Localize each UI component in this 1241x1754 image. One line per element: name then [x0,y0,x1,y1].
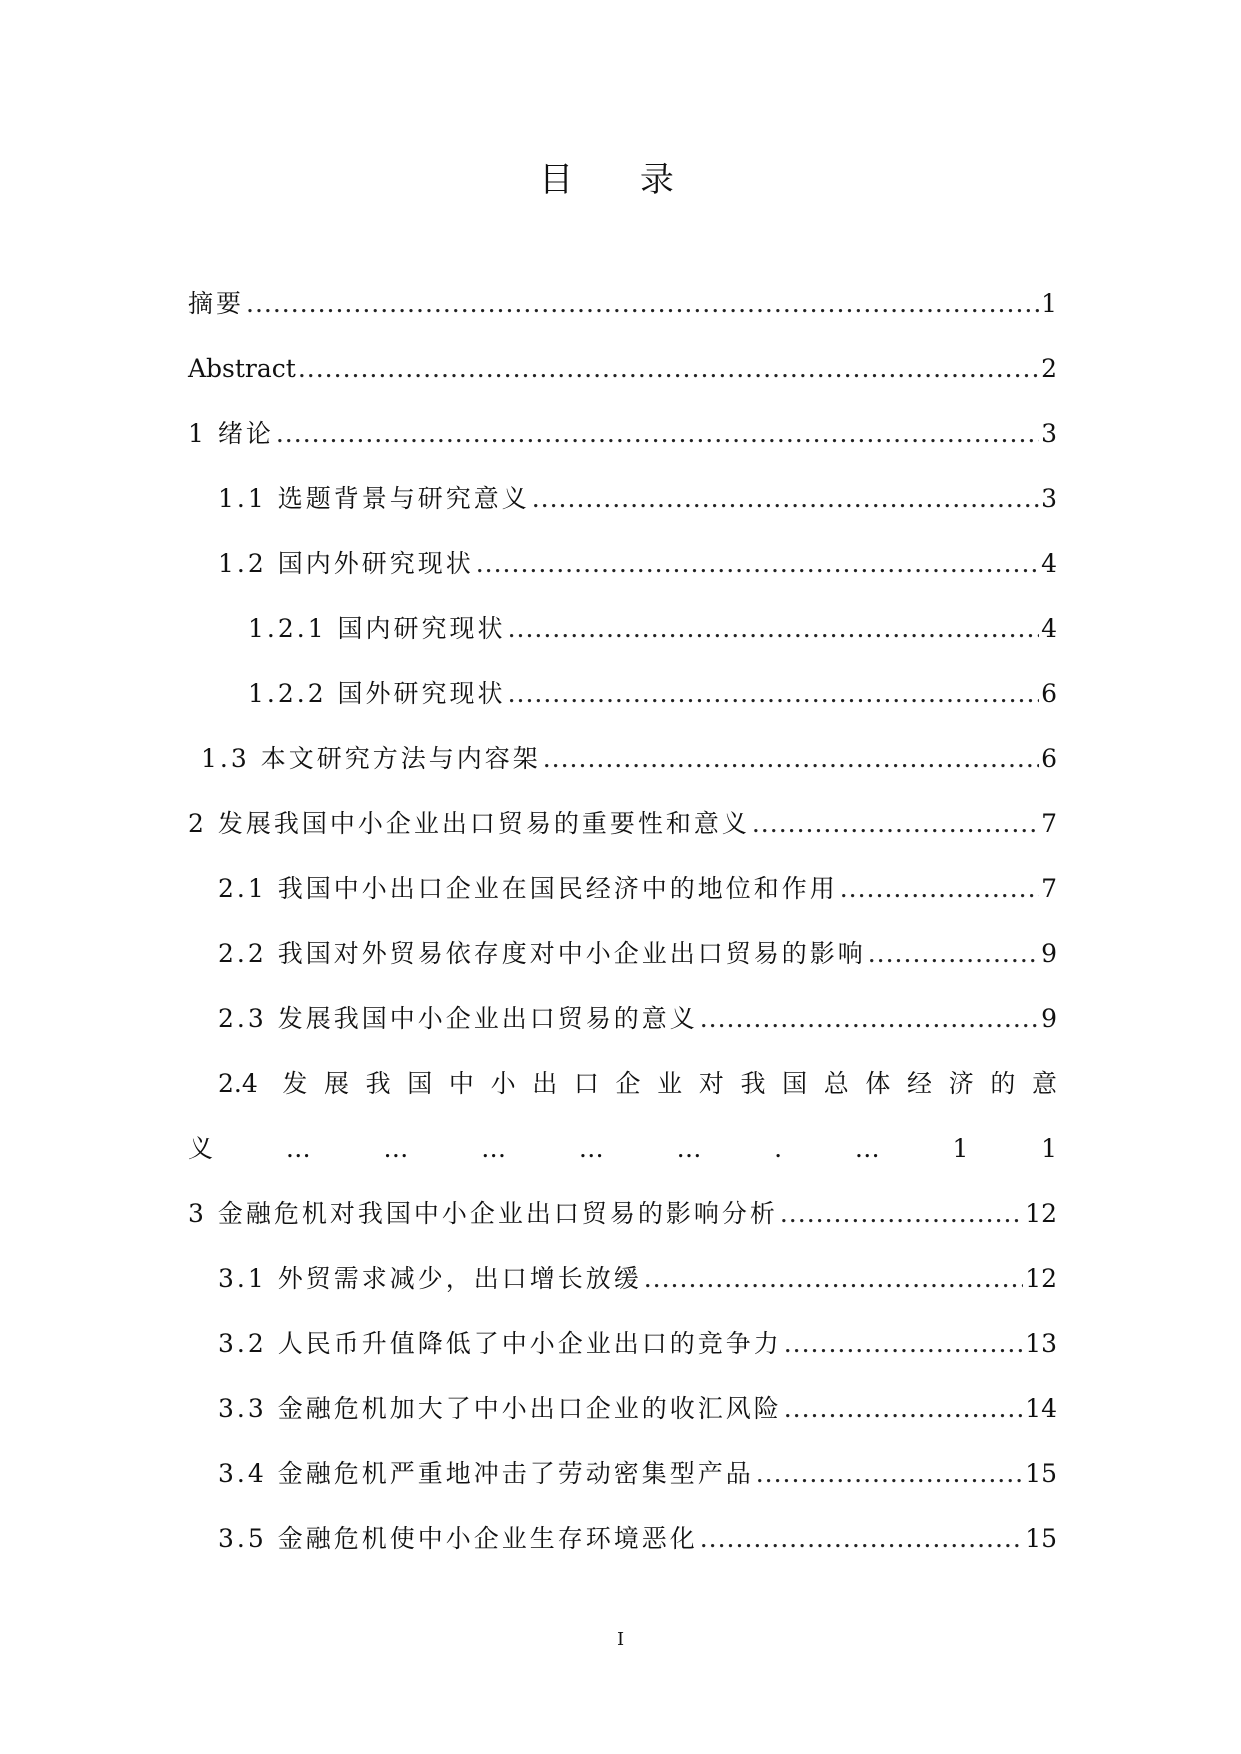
toc-entry-label: 2.1 我国中小出口企业在国民经济中的地位和作用 [218,874,838,903]
toc-entry-label: 3.3 金融危机加大了中小出口企业的收汇风险 [218,1394,782,1423]
dot-leader: … [285,1134,311,1163]
toc-entry-label: 1.2.1 国内研究现状 [248,614,506,643]
toc-entry-label: 1.2 国内外研究现状 [218,549,474,578]
toc-entry-section-1-2-2[interactable] [0,674,1241,739]
toc-entry-section-3-4[interactable] [0,1454,1241,1519]
toc-entry-label: 1.2.2 国外研究现状 [248,679,506,708]
toc-entry-continuation [0,1129,1057,1194]
toc-entry-section-3-5[interactable] [0,1519,1241,1584]
dot-leader [532,479,1039,519]
toc-entry-page: 13 [1025,1329,1057,1358]
toc-entry-page: 9 [1041,1004,1057,1033]
dot-leader [276,414,1039,454]
toc-entry-page: 15 [1025,1524,1057,1553]
toc-entry-page: 12 [1025,1264,1057,1293]
dot-leader: … [481,1134,507,1163]
toc-entry-section-2-2[interactable] [0,934,1241,999]
toc-entry-page: 7 [1041,809,1057,838]
toc-entry-label: Abstract [188,354,296,383]
toc-entry-abstract-en[interactable] [0,349,1241,414]
dot-leader: … [676,1134,702,1163]
dot-leader [840,869,1039,909]
toc-entry-section-1-3[interactable] [0,739,1241,804]
toc-entry-section-3-2[interactable] [0,1324,1241,1389]
toc-entry-section-3-1[interactable] [0,1259,1241,1324]
toc-entry-page-digit: 1 [1041,1134,1057,1163]
toc-entry-abstract-cn[interactable] [0,284,1241,349]
dot-leader [700,1519,1023,1559]
page-number: I [616,1629,625,1650]
toc-entry-label-end: 义 [188,1134,214,1163]
dot-leader: … [383,1134,409,1163]
dot-leader [543,739,1039,779]
toc-entry-label: 3 金融危机对我国中小企业出口贸易的影响分析 [188,1199,778,1228]
toc-entry-section-2-3[interactable] [0,999,1241,1064]
toc-entry-label: 1.3 本文研究方法与内容架 [201,744,541,773]
dot-leader [700,999,1039,1039]
dot-leader: … [854,1134,880,1163]
toc-entry-page: 4 [1041,614,1057,643]
toc-entry-label: 摘要 [188,289,245,318]
toc-entry-page: 6 [1041,679,1057,708]
toc-entry-label: 2.3 发展我国中小企业出口贸易的意义 [218,1004,698,1033]
dot-leader [476,544,1039,584]
dot-leader: . [774,1134,783,1163]
toc-entry-label: 1 绪论 [188,419,274,448]
toc-entry-section-3-3[interactable] [0,1389,1241,1454]
toc-entry-label: 2.4 发展我国中小出口企业对我国总体经济的意 [218,1069,1057,1098]
dot-leader [246,284,1039,324]
page-title: 目 录 [539,160,702,200]
dot-leader [298,349,1039,389]
toc-entry-page-digit: 1 [952,1134,969,1163]
dot-leader [784,1324,1023,1364]
dot-leader: … [578,1134,604,1163]
toc-entry-page: 7 [1041,874,1057,903]
dot-leader [784,1389,1023,1429]
dot-leader [644,1259,1023,1299]
dot-leader [508,674,1040,714]
toc-entry-chapter-1[interactable] [0,414,1241,479]
table-of-contents [0,284,1241,1584]
toc-entry-page: 3 [1041,419,1057,448]
toc-entry-page: 2 [1041,354,1057,383]
toc-entry-label: 3.5 金融危机使中小企业生存环境恶化 [218,1524,698,1553]
toc-entry-section-1-2-1[interactable] [0,609,1241,674]
toc-entry-page: 6 [1041,744,1057,773]
toc-entry-label: 3.4 金融危机严重地冲击了劳动密集型产品 [218,1459,754,1488]
toc-entry-page: 14 [1025,1394,1057,1423]
dot-leader [868,934,1039,974]
toc-entry-section-1-1[interactable] [0,479,1241,544]
toc-entry-chapter-3[interactable] [0,1194,1241,1259]
toc-entry-label: 3.1 外贸需求减少，出口增长放缓 [218,1264,642,1293]
dot-leader [756,1454,1023,1494]
toc-entry-page: 4 [1041,549,1057,578]
toc-entry-page: 3 [1041,484,1057,513]
toc-entry-label: 3.2 人民币升值降低了中小企业出口的竞争力 [218,1329,782,1358]
toc-entry-page: 9 [1041,939,1057,968]
toc-entry-section-2-4[interactable] [0,1064,1241,1194]
toc-entry-page: 1 [1041,289,1057,318]
toc-entry-label: 2 发展我国中小企业出口贸易的重要性和意义 [188,809,750,838]
dot-leader [752,804,1039,844]
toc-entry-page: 15 [1025,1459,1057,1488]
toc-entry-chapter-2[interactable] [0,804,1241,869]
dot-leader [780,1194,1023,1234]
toc-entry-label: 2.2 我国对外贸易依存度对中小企业出口贸易的影响 [218,939,866,968]
dot-leader [508,609,1040,649]
toc-entry-section-2-1[interactable] [0,869,1241,934]
toc-entry-section-1-2[interactable] [0,544,1241,609]
toc-entry-label: 1.1 选题背景与研究意义 [218,484,530,513]
toc-entry-page: 12 [1025,1199,1057,1228]
